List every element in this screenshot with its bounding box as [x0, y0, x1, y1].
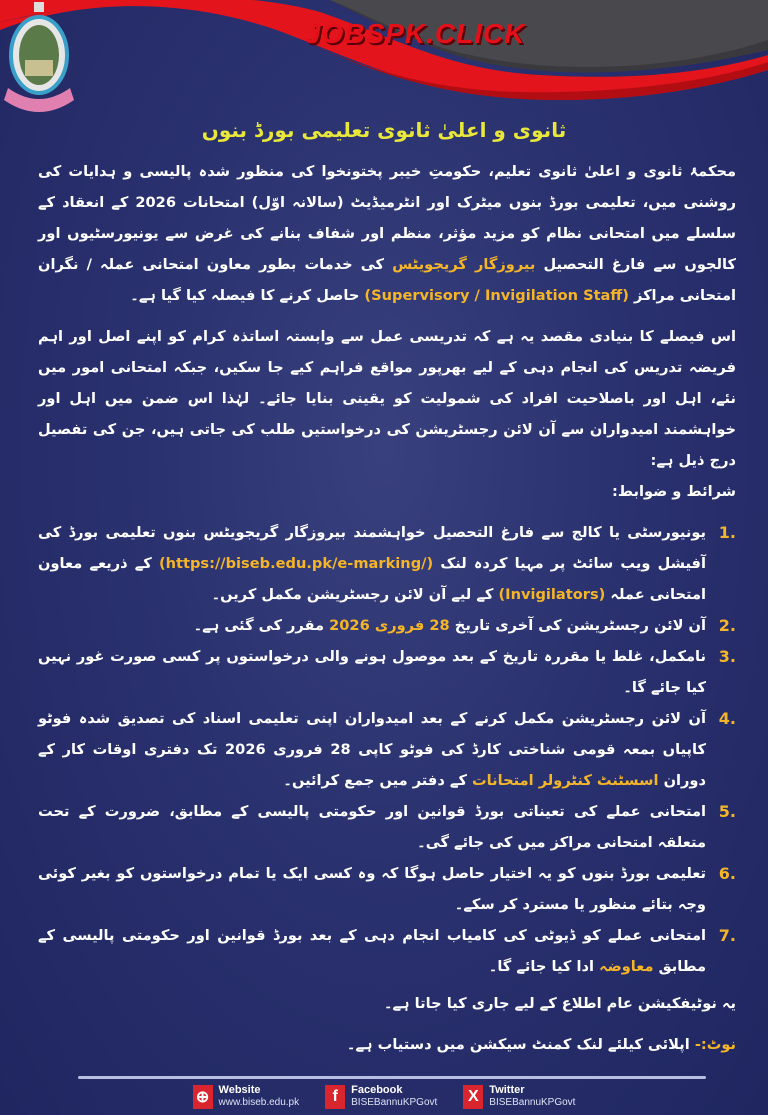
item-text: تعلیمی بورڈ بنوں کو یہ اختیار حاصل ہوگا کہ وہ کسی ایک یا تمام درخواستوں کو بغیر کوئی وجہ بتائے منظور یا مسترد کر سکے۔ [38, 865, 706, 913]
item-highlight: (Invigilators) [498, 586, 606, 603]
footer-facebook[interactable] [325, 1084, 437, 1109]
intro-text: حاصل کرنے کا فیصلہ کیا گیا ہے۔ [130, 287, 365, 304]
globe-icon: ⊕ [193, 1085, 213, 1109]
item-text: امتحانی عملے کو ڈیوٹی کی کامیاب انجام دہی کے بعد بورڈ قوانین اور حکومتی پالیسی کے مطابق [38, 927, 706, 975]
condition-item [38, 517, 736, 610]
deadline-highlight: 28 فروری 2026 [329, 617, 450, 634]
note-label: نوٹ:- [694, 1036, 736, 1053]
condition-item [38, 641, 736, 703]
condition-item [38, 703, 736, 796]
footer [0, 1068, 768, 1115]
item-text: یونیورسٹی یا کالج سے فارغ التحصیل خواہشمند بیروزگار گریجویٹس بنوں تعلیمی بورڈ کی آفیشل ویب سائٹ پر مہیا کردہ لنک [38, 524, 706, 572]
note-text: اپلائی کیلئے لنک کمنٹ سیکشن میں دستیاب ہے۔ [346, 1036, 695, 1053]
conditions-list [38, 517, 736, 982]
x-twitter-icon: X [463, 1085, 483, 1109]
item-text: ادا کیا جائے گا۔ [488, 958, 600, 975]
notice-body [38, 156, 736, 1068]
board-title: ثانوی و اعلیٰ ثانوی تعلیمی بورڈ بنوں [201, 118, 567, 142]
condition-item [38, 796, 736, 858]
item-text: امتحانی عملے کی تعیناتی بورڈ قوانین اور حکومتی پالیسی کے مطابق، ضرورت کے تحت متعلقہ امتحانی مراکز میں کی جائے گی۔ [38, 803, 706, 851]
item-text: کے ذریعے معاون امتحانی عملہ [38, 555, 706, 603]
note [38, 1029, 736, 1060]
header-banner [0, 0, 768, 150]
item-number: 1. [718, 523, 736, 542]
intro-text: محکمۂ ثانوی و اعلیٰ ثانوی تعلیم، حکومتِ خیبر پختونخوا کی منظور شدہ پالیسی و ہدایات کی روشنی میں، تعلیمی بورڈ بنوں میٹرک اور انٹرمیڈیٹ (سالانہ اوّل) امتحانات 2026 کے انعقاد کے سلسلے میں امتحانی نظام کو مزید مؤثر، منظم اور شفاف بنانے کی غرض سے یونیورسٹیوں اور کالجوں سے فارغ التحصیل [38, 163, 737, 273]
twitter-handle[interactable]: BISEBannuKPGovt [489, 1097, 576, 1108]
footer-website[interactable] [193, 1084, 300, 1109]
facebook-handle[interactable]: BISEBannuKPGovt [351, 1097, 438, 1108]
item-text: آن لائن رجسٹریشن کی آخری تاریخ [449, 617, 706, 634]
item-highlight: اسسٹنٹ کنٹرولر امتحانات [472, 772, 659, 789]
closing-statement: یہ نوٹیفکیشن عام اطلاع کے لیے جاری کیا جاتا ہے۔ [383, 995, 736, 1012]
registration-link[interactable]: (https://biseb.edu.pk/e-marking/) [158, 555, 434, 572]
condition-item [38, 920, 736, 982]
item-text: کے دفتر میں جمع کرائیں۔ [283, 772, 473, 789]
facebook-icon: f [325, 1085, 345, 1109]
bise-bannu-logo [0, 0, 78, 135]
purpose-paragraph: اس فیصلے کا بنیادی مقصد یہ ہے کہ تدریسی عمل سے وابستہ اساتذہ کرام کو اپنے اصل اور اہم فریضہ تدریس کی انجام دہی کے لیے بھرپور مواقع فراہم کیے جا سکیں، جبکہ امتحانی امور میں نئے، اہل اور باصلاحیت افراد کی شمولیت کو یقینی بنایا جائے۔ لہٰذا اس ضمن میں اہل اور خواہشمند امیدواران سے آن لائن رجسٹریشن کی درخواستیں طلب کی جاتی ہیں، جن کی تفصیل درج ذیل ہے: [38, 328, 736, 469]
item-text: مقرر کی گئی ہے۔ [193, 617, 330, 634]
conditions-heading: شرائط و ضوابط: [612, 483, 736, 500]
item-number: 6. [718, 864, 736, 883]
item-highlight: معاوضہ [599, 958, 654, 975]
item-text: آن لائن رجسٹریشن مکمل کرنے کے بعد امیدواران اپنی تعلیمی اسناد کی تصدیق شدہ فوٹو کاپیاں بمعہ قومی شناختی کارڈ کی فوٹو کاپی 28 فروری 2026 تک دفتری اوقات کار کے دوران [38, 710, 706, 789]
website-url[interactable]: www.biseb.edu.pk [218, 1097, 300, 1108]
intro-paragraph [38, 156, 736, 311]
watermark-text: JOBSPK.CLICK [305, 18, 526, 49]
item-number: 7. [718, 926, 736, 945]
item-number: 4. [718, 709, 736, 728]
footer-divider [78, 1076, 706, 1079]
item-number: 5. [718, 802, 736, 821]
item-text: نامکمل، غلط یا مقررہ تاریخ کے بعد موصول ہونے والی درخواستوں پر کسی صورت غور نہیں کیا جائے گا۔ [38, 648, 706, 696]
condition-item [38, 858, 736, 920]
footer-links [0, 1084, 768, 1109]
intro-highlight-staff: (Supervisory / Invigilation Staff) [364, 287, 629, 304]
item-number: 2. [718, 616, 736, 635]
twitter-label: Twitter [489, 1084, 525, 1096]
item-number: 3. [718, 647, 736, 666]
website-label: Website [218, 1084, 261, 1096]
condition-item [38, 610, 736, 641]
intro-text: کی خدمات بطور معاون امتحانی عملہ / نگران امتحانی مراکز [38, 256, 736, 304]
footer-twitter[interactable] [463, 1084, 575, 1109]
item-text: کے لیے آن لائن رجسٹریشن مکمل کریں۔ [211, 586, 499, 603]
intro-highlight-graduates: بیروزگار گریجویٹس [392, 256, 536, 273]
facebook-label: Facebook [351, 1084, 403, 1096]
